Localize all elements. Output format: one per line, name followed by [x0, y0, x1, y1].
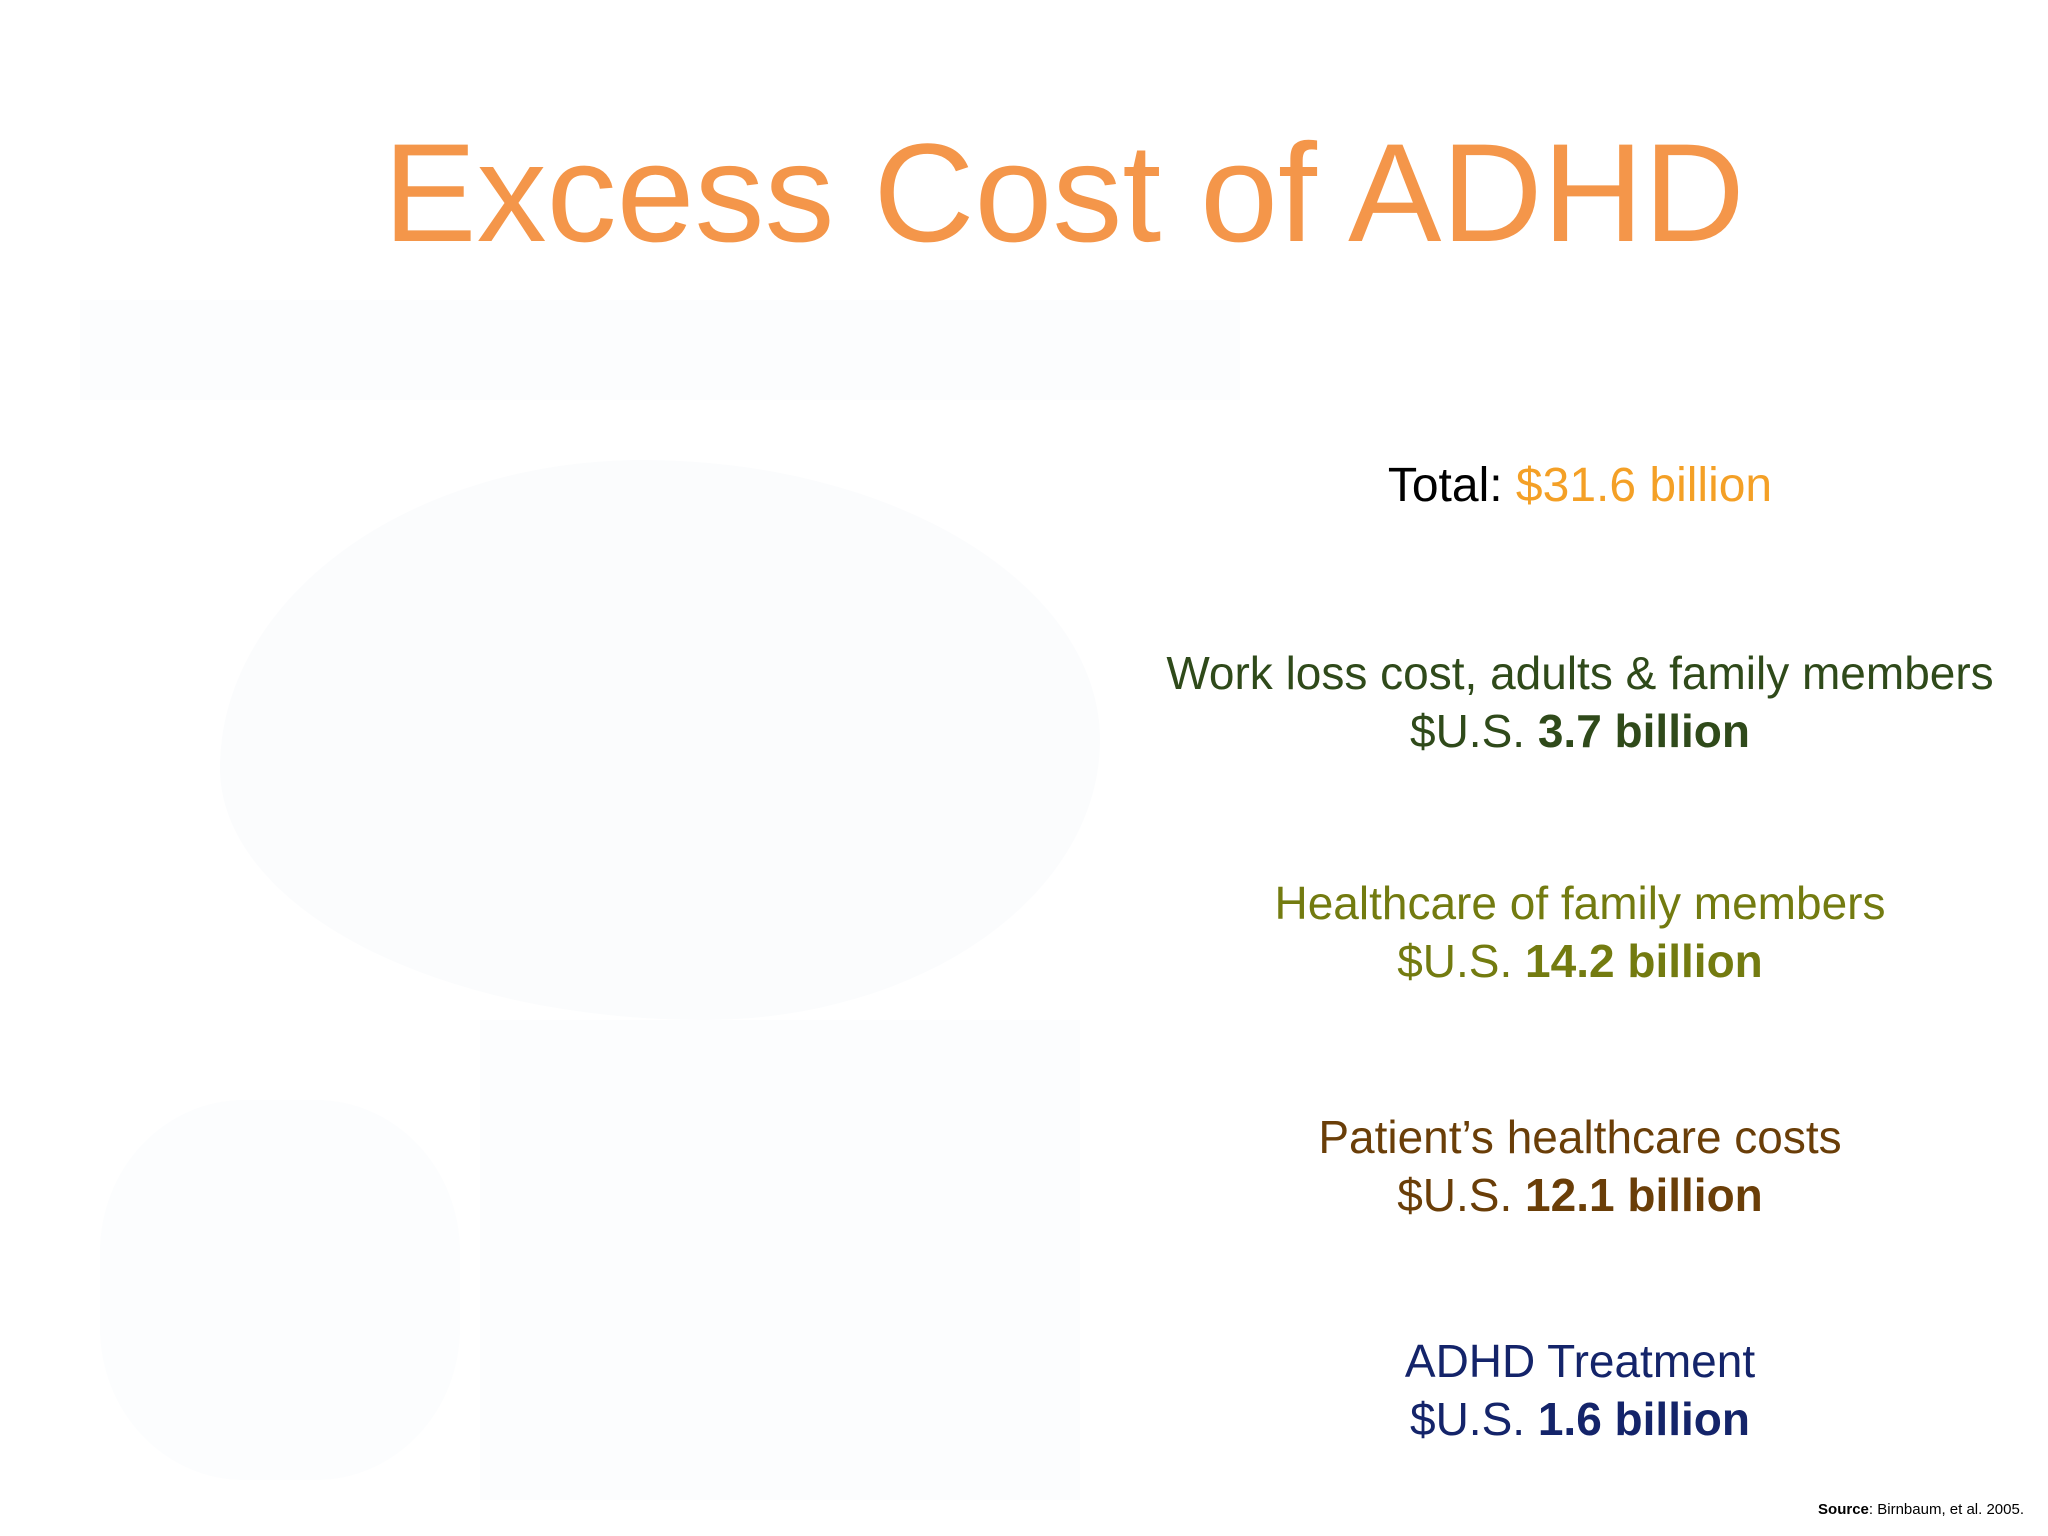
source-citation	[1818, 1500, 2024, 1520]
cost-item-adhd-treatment	[1120, 1332, 2040, 1448]
cost-item-prefix: $U.S.	[1410, 705, 1538, 757]
cost-item-patient-healthcare	[1120, 1108, 2040, 1224]
total-label: Total:	[1387, 459, 1516, 512]
total-cost	[1120, 458, 2040, 514]
background-shape	[220, 460, 1100, 1020]
cost-item-label: ADHD Treatment	[1404, 1335, 1756, 1387]
cost-item-value: 1.6 billion	[1537, 1393, 1750, 1445]
cost-item-label: Work loss cost, adults & family members	[1166, 647, 1994, 699]
cost-item-prefix: $U.S.	[1397, 935, 1526, 987]
cost-item-value: 3.7 billion	[1537, 705, 1750, 757]
cost-item-work-loss	[1120, 644, 2040, 760]
slide-title: Excess Cost of ADHD	[383, 114, 1745, 271]
cost-item-label: Patient’s healthcare costs	[1318, 1111, 1842, 1163]
cost-item-amount	[1120, 932, 2040, 990]
cost-item-amount	[1120, 1166, 2040, 1224]
cost-item-value: 14.2 billion	[1525, 935, 1763, 987]
total-amount: $31.6 billion	[1515, 459, 1773, 512]
cost-item-family-healthcare	[1120, 874, 2040, 990]
cost-item-prefix: $U.S.	[1410, 1393, 1538, 1445]
cost-item-prefix: $U.S.	[1397, 1169, 1526, 1221]
background-shape	[480, 1020, 1080, 1500]
cost-item-value: 12.1 billion	[1525, 1169, 1763, 1221]
source-label: Source	[1818, 1501, 1869, 1518]
background-shape	[80, 300, 1240, 400]
background-shape	[100, 1100, 460, 1480]
cost-item-amount	[1120, 1390, 2040, 1448]
cost-item-amount	[1120, 702, 2040, 760]
cost-item-label: Healthcare of family members	[1274, 877, 1886, 929]
source-text: : Birnbaum, et al. 2005.	[1868, 1501, 2024, 1518]
